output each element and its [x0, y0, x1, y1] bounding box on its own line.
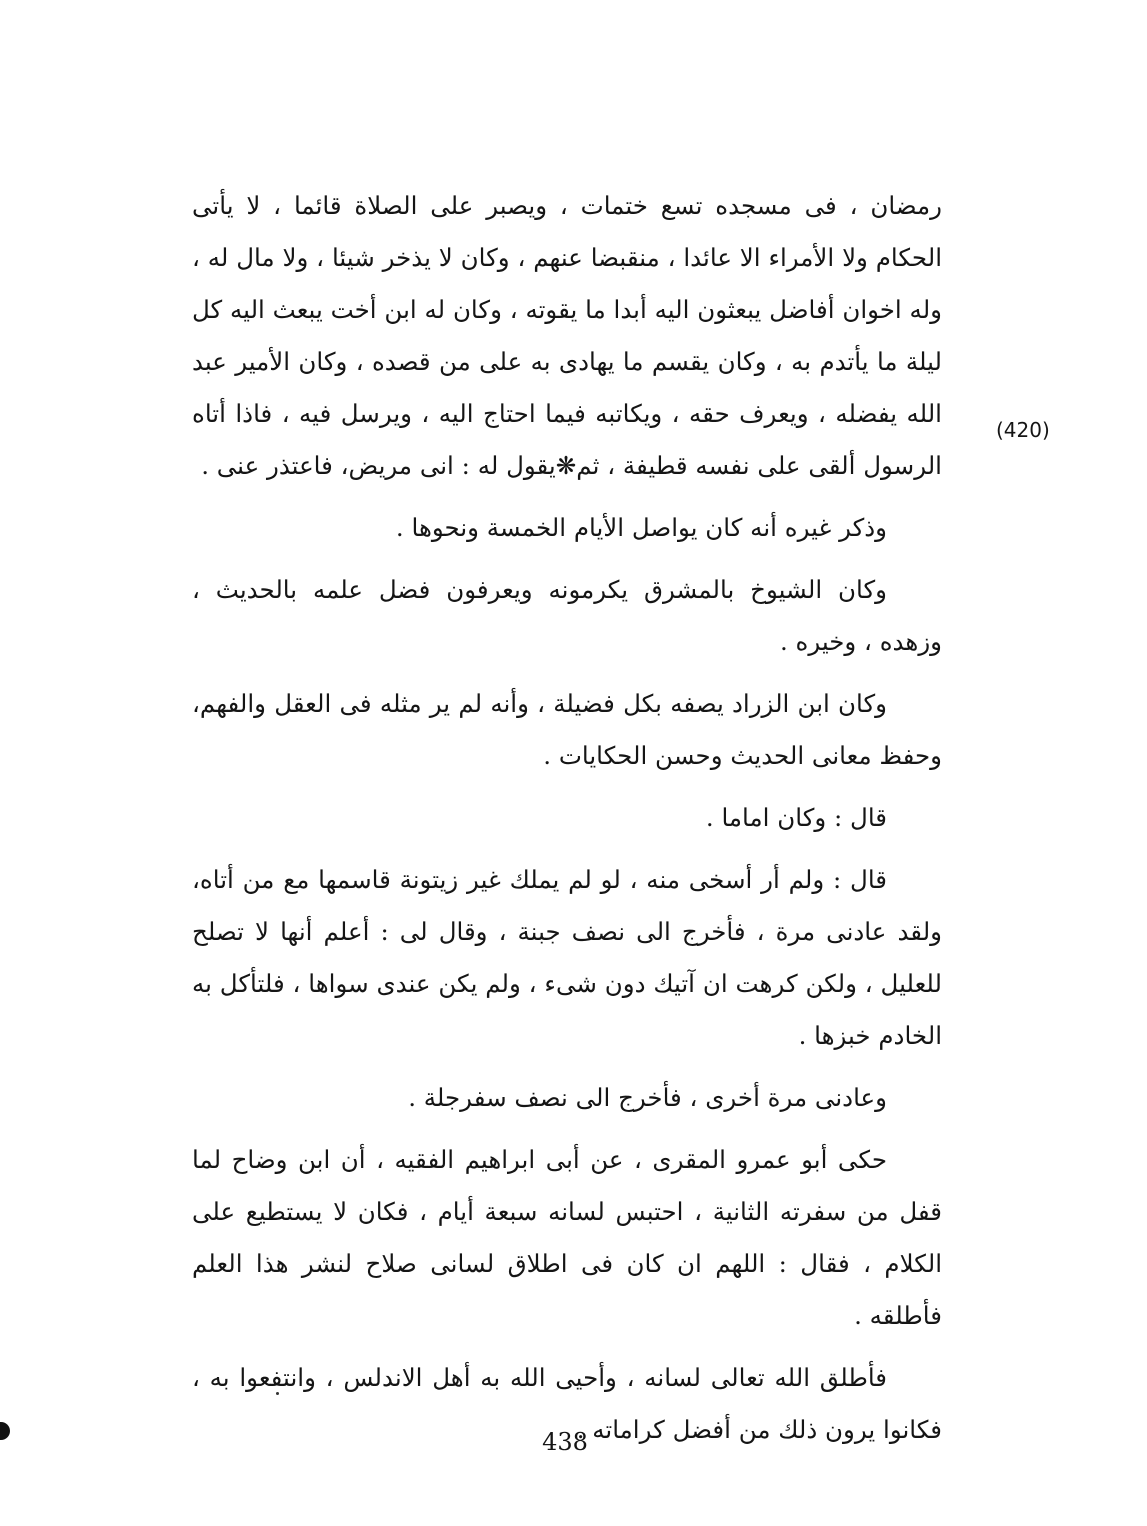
page-number: 438 — [542, 1428, 588, 1456]
margin-reference-number: (420) — [996, 418, 1050, 442]
paragraph-8: حكى أبو عمرو المقرى ، عن أبى ابراهيم الفقيه ، أن ابن وضاح لما قفل من سفرته الثانية ، احتبس لسانه سبعة أيام ، فكان لا يستطيع على الكلام ، فقال : اللهم ان كان فى اطلاق لسانى صلاح لنشر هذا العلم فأطلقه . — [192, 1145, 942, 1330]
paragraph-2: وذكر غيره أنه كان يواصل الأيام الخمسة ونحوها . — [395, 513, 887, 542]
paragraph-7: وعادنى مرة أخرى ، فأخرج الى نصف سفرجلة . — [408, 1083, 887, 1112]
ink-blot-mark — [0, 1422, 10, 1440]
paragraph-1: رمضان ، فى مسجده تسع ختمات ، ويصبر على الصلاة قائما ، لا يأتى الحكام ولا الأمراء الا عائدا ، منقبضا عنهم ، وكان لا يذخر شيئا ، ولا مال له ، وله اخوان أفاضل يبعثون اليه أبدا ما يقوته ، وكان له ابن أخت يبعث اليه كل ليلة ما يأتدم به ، وكان يقسم ما يهادى به على من قصده ، وكان الأمير عبد الله يفضله ، ويعرف حقه ، ويكاتبه فيما احتاج اليه ، ويرسل فيه ، فاذا أتاه الرسول ألقى على نفسه قطيفة ، ثم❋يقول له : انى مريض، فاعتذر عنى . — [192, 191, 942, 480]
stray-dot-mark — [276, 1392, 279, 1395]
main-text — [192, 180, 942, 1456]
paragraph-5: قال : وكان اماما . — [705, 803, 887, 832]
paragraph-4: وكان ابن الزراد يصفه بكل فضيلة ، وأنه لم ير مثله فى العقل والفهم، وحفظ معانى الحديث وحسن الحكايات . — [192, 689, 942, 770]
paragraph-3: وكان الشيوخ بالمشرق يكرمونه ويعرفون فضل علمه بالحديث ، وزهده ، وخيره . — [192, 575, 942, 656]
paragraph-9: فأطلق الله تعالى لسانه ، وأحيى الله به أهل الاندلس ، وانتفعوا به ، فكانوا يرون ذلك من أفضل كراماته . — [192, 1363, 942, 1444]
paragraph-6: قال : ولم أر أسخى منه ، لو لم يملك غير زيتونة قاسمها مع من أتاه، ولقد عادنى مرة ، فأخرج الى نصف جبنة ، وقال لى : أعلم أنها لا تصلح للعليل ، ولكن كرهت ان آتيك دون شىء ، ولم يكن عندى سواها ، فلتأكل به الخادم خبزها . — [192, 865, 942, 1050]
